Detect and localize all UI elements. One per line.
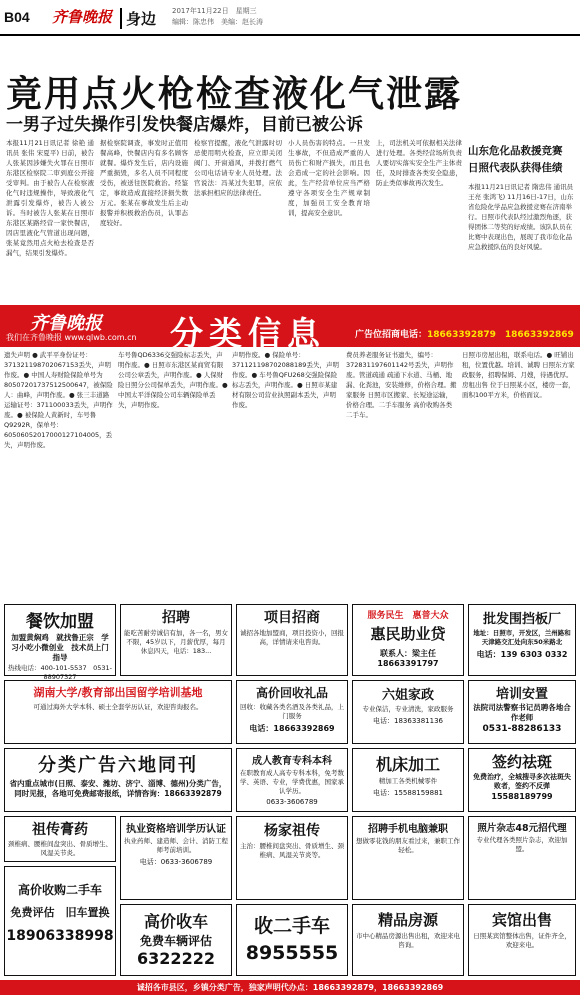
ad-study [4,680,232,744]
banner-url: 我们在齐鲁晚报 www.qlwb.com.cn [6,333,137,342]
ad-yang-body: 主治：腰椎间盘突出、骨质增生、颈椎病、风湿关节炎等。 [240,842,344,859]
ad-recruit-tech-body: 想做零花钱的朋友看过来，兼职工作轻松。 [356,837,460,854]
ad-car-sell-title: 收二手车 [253,915,330,937]
ad-car-sell [236,904,348,976]
ad-fence-title: 批发围挡板厂 [482,612,561,627]
ad-service-big: 惠民助业贷 [370,625,446,643]
ad-hotel-title: 宾馆出售 [491,911,552,929]
ad-catering-title: 餐饮加盟 [26,612,94,632]
ad-project-title: 项目招商 [264,610,320,626]
ad-study-body: 可通过海外大学本科、硕士全套学历认证，欢迎咨询报名。 [33,703,203,711]
ad-gift [236,680,348,744]
ad-gift-phone: 电话：18663392869 [249,724,335,733]
ad-service [352,604,464,676]
ad-yang-title: 杨家祖传 [264,823,320,839]
article-column-3: 检察官提醒，液化气泄露时切忌使用明火检查，应立即关闭阀门、开窗通风，并拨打燃气公司电话请专业人员处理。法官说法：冯某过失犯罪，应依法承担相应的法律责任。 [194,139,282,197]
ad-yang [236,816,348,900]
ad-hotel [468,904,576,976]
ad-cross-city-title: 分类广告六地同刊 [38,755,198,776]
article-column-5: 上，司法机关可依据相关法律进行处理。各类经营场所负责人要切实落实安全生产主体责任，及时排查各类安全隐患，防止类似事故再次发生。 [376,139,462,187]
ad-car-buy-sub: 免费车辆评估 [139,934,212,948]
headline-subtitle: 一男子过失操作引发快餐店爆炸，目前已被公诉 [6,115,363,135]
hotline-number: 18663392879 18663392869 [427,330,574,340]
ad-service-contact: 联系人：梁主任 [380,649,436,658]
ad-catering-body: 加盟黄焖鸡 就找鲁正宗 学习小吃小微创业 技术员上门指导 [11,633,109,662]
article-column-2: 据检察院调查，事发时正值用餐高峰，快餐店内有多名顾客就餐。爆炸发生后，店内设施严重损毁，多名人员不同程度受伤，被送往医院救治。经鉴定，事故造成直接经济损失数万元。张某在事故发生后主动报警并积极救治伤员，认罪态度较好。 [100,139,188,227]
ad-house-title: 精品房源 [377,911,438,929]
ad-car-buy-title: 高价收车 [143,912,208,931]
classified-col-1: 遗失声明 ● 武平平身份证号：371321198702067153丢失，声明作废。● 中国人寿财险保险单号为80507201737512500647，被保险人：曲峰，声明作废。● 张三丰道路运输证号：371100033丢失，声明作废。● 被保险人黄新时，车号鲁Q9292R，保单号：60506052017000127104005，丢失，声明作废。 [4,351,113,449]
ad-fence-phone: 电话：139 6303 0332 [476,650,568,659]
ad-adult-edu-title: 成人教育专科本科 [252,756,332,767]
ad-house [352,904,464,976]
ad-recruit [120,604,232,676]
banner-logo: 齐鲁晚报 [30,313,102,334]
headline-title: 竟用点火枪检查液化气泄露 [6,74,463,115]
ad-cross-city-body: 省内重点城市(日照、泰安、潍坊、济宁、淄博、德州)分类广告，同时见报，各地可免费邮寄报纸，详情咨询：18663392879 [9,779,227,798]
sidebar-news [468,142,576,252]
ad-car-sell-phone: 8955555 [245,942,339,964]
article-column-4: 小人员伤害的特点。一旦发生事故，不但造成严重的人员伤亡和财产损失，而且也会造成一定的社会影响。因此，生产经营单位应当严格遵守各项安全生产规章制度，加强员工安全教育培训，提高安全意识。 [288,139,370,217]
classified-col-4: 费员养老服务证书遗失，编号：372831197601142号丢失，声明作废。管道疏通 疏通下水道、马桶、地漏、化粪池，安装维修，价格合理。搬家服务 日照市区搬家、长短途运输，价格合理。二手车服务 高价收购各类二手车。 [346,351,457,419]
ad-machine-body: 精加工各类机械零件 [378,777,438,785]
ad-magazine-body: 专业代理各类照片杂志，欢迎加盟。 [476,836,568,853]
ad-treatment-phone: 15588189799 [491,792,553,801]
ad-car-buy-phone: 6322222 [137,949,215,968]
banner-title: 分类信息 [170,314,326,353]
ad-magazine [468,816,576,900]
sidebar-body: 本报11月21日讯记者 隋忠伟 通讯员 王亮 张鸿飞) 11月16日-17日，山东省危险化学品应急救援竞赛在济南举行。日照市代表队经过激烈角逐，获得团体二等奖的好成绩。该队队员在比赛中表现出色，展现了我市危化品应急救援队伍的良好风貌。 [468,183,574,251]
ad-used-car-buy-phone: 18906338998 [6,928,114,944]
ad-service-phone: 18663391797 [377,659,439,668]
editor-line: 编辑：陈忠伟 美编：赵长涛 [172,18,263,26]
ad-training-body: 法院司法警察书记员聘各地合作老师 [473,703,571,722]
ad-adult-edu [236,748,348,812]
ad-plaster [4,816,116,862]
hotline-label: 广告位招商电话： [355,330,428,340]
ad-recruit-body: 能吃苦耐劳诚信有加，各一名，男女不限，45岁以下，月薪优厚，每月休息四天，电话：183... [124,629,228,655]
ad-practice-phone: 电话：0633-3606789 [139,858,213,866]
banner-hotline [355,327,574,340]
ad-hotel-body: 日照某宾馆整体出售，证件齐全，欢迎来电。 [473,932,571,949]
ad-treatment-body: 免费治疗，全城搜寻多次祛斑失败者，签约不反弹 [473,773,571,790]
ad-fence-body: 地址：日照市，开发区，兰州路和天津路交汇处向东50米路北 [473,629,571,646]
ad-practice-body: 执业药师、建造师、会计、消防工程师考前培训。 [124,837,228,854]
newspaper-logo: 齐鲁晚报 [52,8,113,26]
ad-fence [468,604,576,676]
classified-col-3: 声明作废。● 保险单号：371121198702088189丢失，声明作废。● 车号鲁QFU268交强险保险标志丢失，声明作废。● 日照市某建材有限公司营业执照副本丢失，声明作废。 [232,351,339,409]
article-column-1: 本报11月21日讯记者 徐艳 通讯员 张伟 宋夏平) 日前，被告人张某因涉嫌失火罪在日照市东港区检察院二审到庭公开接受审判。由于被告人在检察液化气时违规操作，导致液化气泄露引发爆炸，被告人被公诉。当时被告人张某在日照市东港区某路经营一家快餐店，因店里液化气管道出现问题，张某竟然用点火枪去检查是否漏气，结果引发爆炸。 [6,139,94,257]
classified-col-2: 车号鲁QD6336交强险标志丢失，声明作废。● 日照市东港区某商贸有限公司公章丢失，声明作废。● 人保财险日照分公司保单丢失，声明作废。● 中国太平洋保险公司车辆保险单丢失，声明作废。 [118,351,228,409]
ad-catering-phone: 热线电话：400-101-5537 0531-88907327 [8,664,112,681]
ad-nanny-title: 六姐家政 [381,688,434,703]
sidebar-title-1: 山东危化品救援竞赛 [468,145,563,157]
header-meta [172,6,263,28]
ad-study-title: 湖南大学/教育部出国留学培训基地 [33,686,203,699]
ad-machine [352,748,464,812]
ad-magazine-title: 照片杂志48元招代理 [477,823,567,834]
ad-adult-edu-phone: 0633-3606789 [266,798,318,806]
ad-training [468,680,576,744]
ad-machine-title: 机床加工 [375,755,440,774]
ad-cross-city [4,748,232,812]
ad-gift-body: 回收：收藏各类名酒及各类礼品，上门服务 [240,703,344,720]
ad-nanny [352,680,464,744]
ad-practice-title: 执业资格培训学历认证 [126,824,226,835]
ad-recruit-tech [352,816,464,900]
ad-nanny-body: 专业保洁，专业清洗，家政服务 [362,705,454,713]
classified-banner [0,305,580,353]
ad-training-title: 培训安置 [495,687,548,702]
ad-plaster-body: 颈椎病、腰椎间盘突出、骨质增生、风湿关节炎。 [8,840,112,857]
ad-house-body: 市中心精品房源出售出租，欢迎来电咨询。 [356,932,460,949]
ad-treatment-title: 签约祛斑 [491,753,552,771]
date-line: 2017年11月22日 星期三 [172,7,257,15]
ad-plaster-title: 祖传膏药 [32,822,88,838]
ad-service-title: 服务民生 惠普大众 [367,611,449,621]
ad-gift-title: 高价回收礼品 [255,686,328,700]
ad-recruit-title: 招聘 [162,610,190,626]
ad-machine-phone: 电话：15588159881 [373,789,443,797]
ad-used-car-buy-body: 免费评估 旧车置换 [10,906,110,919]
section-title: 身边 [120,8,156,29]
ad-project [236,604,348,676]
page-header [0,0,580,36]
page-footer: 诚招各市县区，乡镇分类广告，独家声明代办点：18663392879，18663392869 [0,980,580,995]
ad-car-buy [120,904,232,976]
ad-recruit-tech-title: 招聘手机电脑兼职 [368,824,448,835]
ad-treatment [468,748,576,812]
ad-used-car-buy [4,866,116,976]
sidebar-title-2: 日照代表队获得佳绩 [468,162,563,174]
page-number: B04 [4,9,30,25]
ad-nanny-phone: 电话：18363381136 [373,717,443,725]
ad-project-body: 诚招各地加盟商，项目投资小，回报高，详情请来电咨询。 [240,629,344,646]
ad-training-phone: 0531-88286133 [482,724,562,734]
ad-catering [4,604,116,681]
ad-adult-edu-body: 在职教育成人高专专科本科，免考数学、英语、专业，学费优惠，国家承认学历。 [240,769,344,795]
ad-practice [120,816,232,900]
classified-col-5: 日照市房屋出租，联系电话。● 旺铺出租，位置优越。培训、诚聘 日照东方家政服务，招聘保姆、月嫂，待遇优厚。房租出售 位于日照某小区，楼房一套，面积100平方米，价格面议。 [462,351,575,399]
ad-used-car-buy-title: 高价收购二手车 [17,883,102,897]
